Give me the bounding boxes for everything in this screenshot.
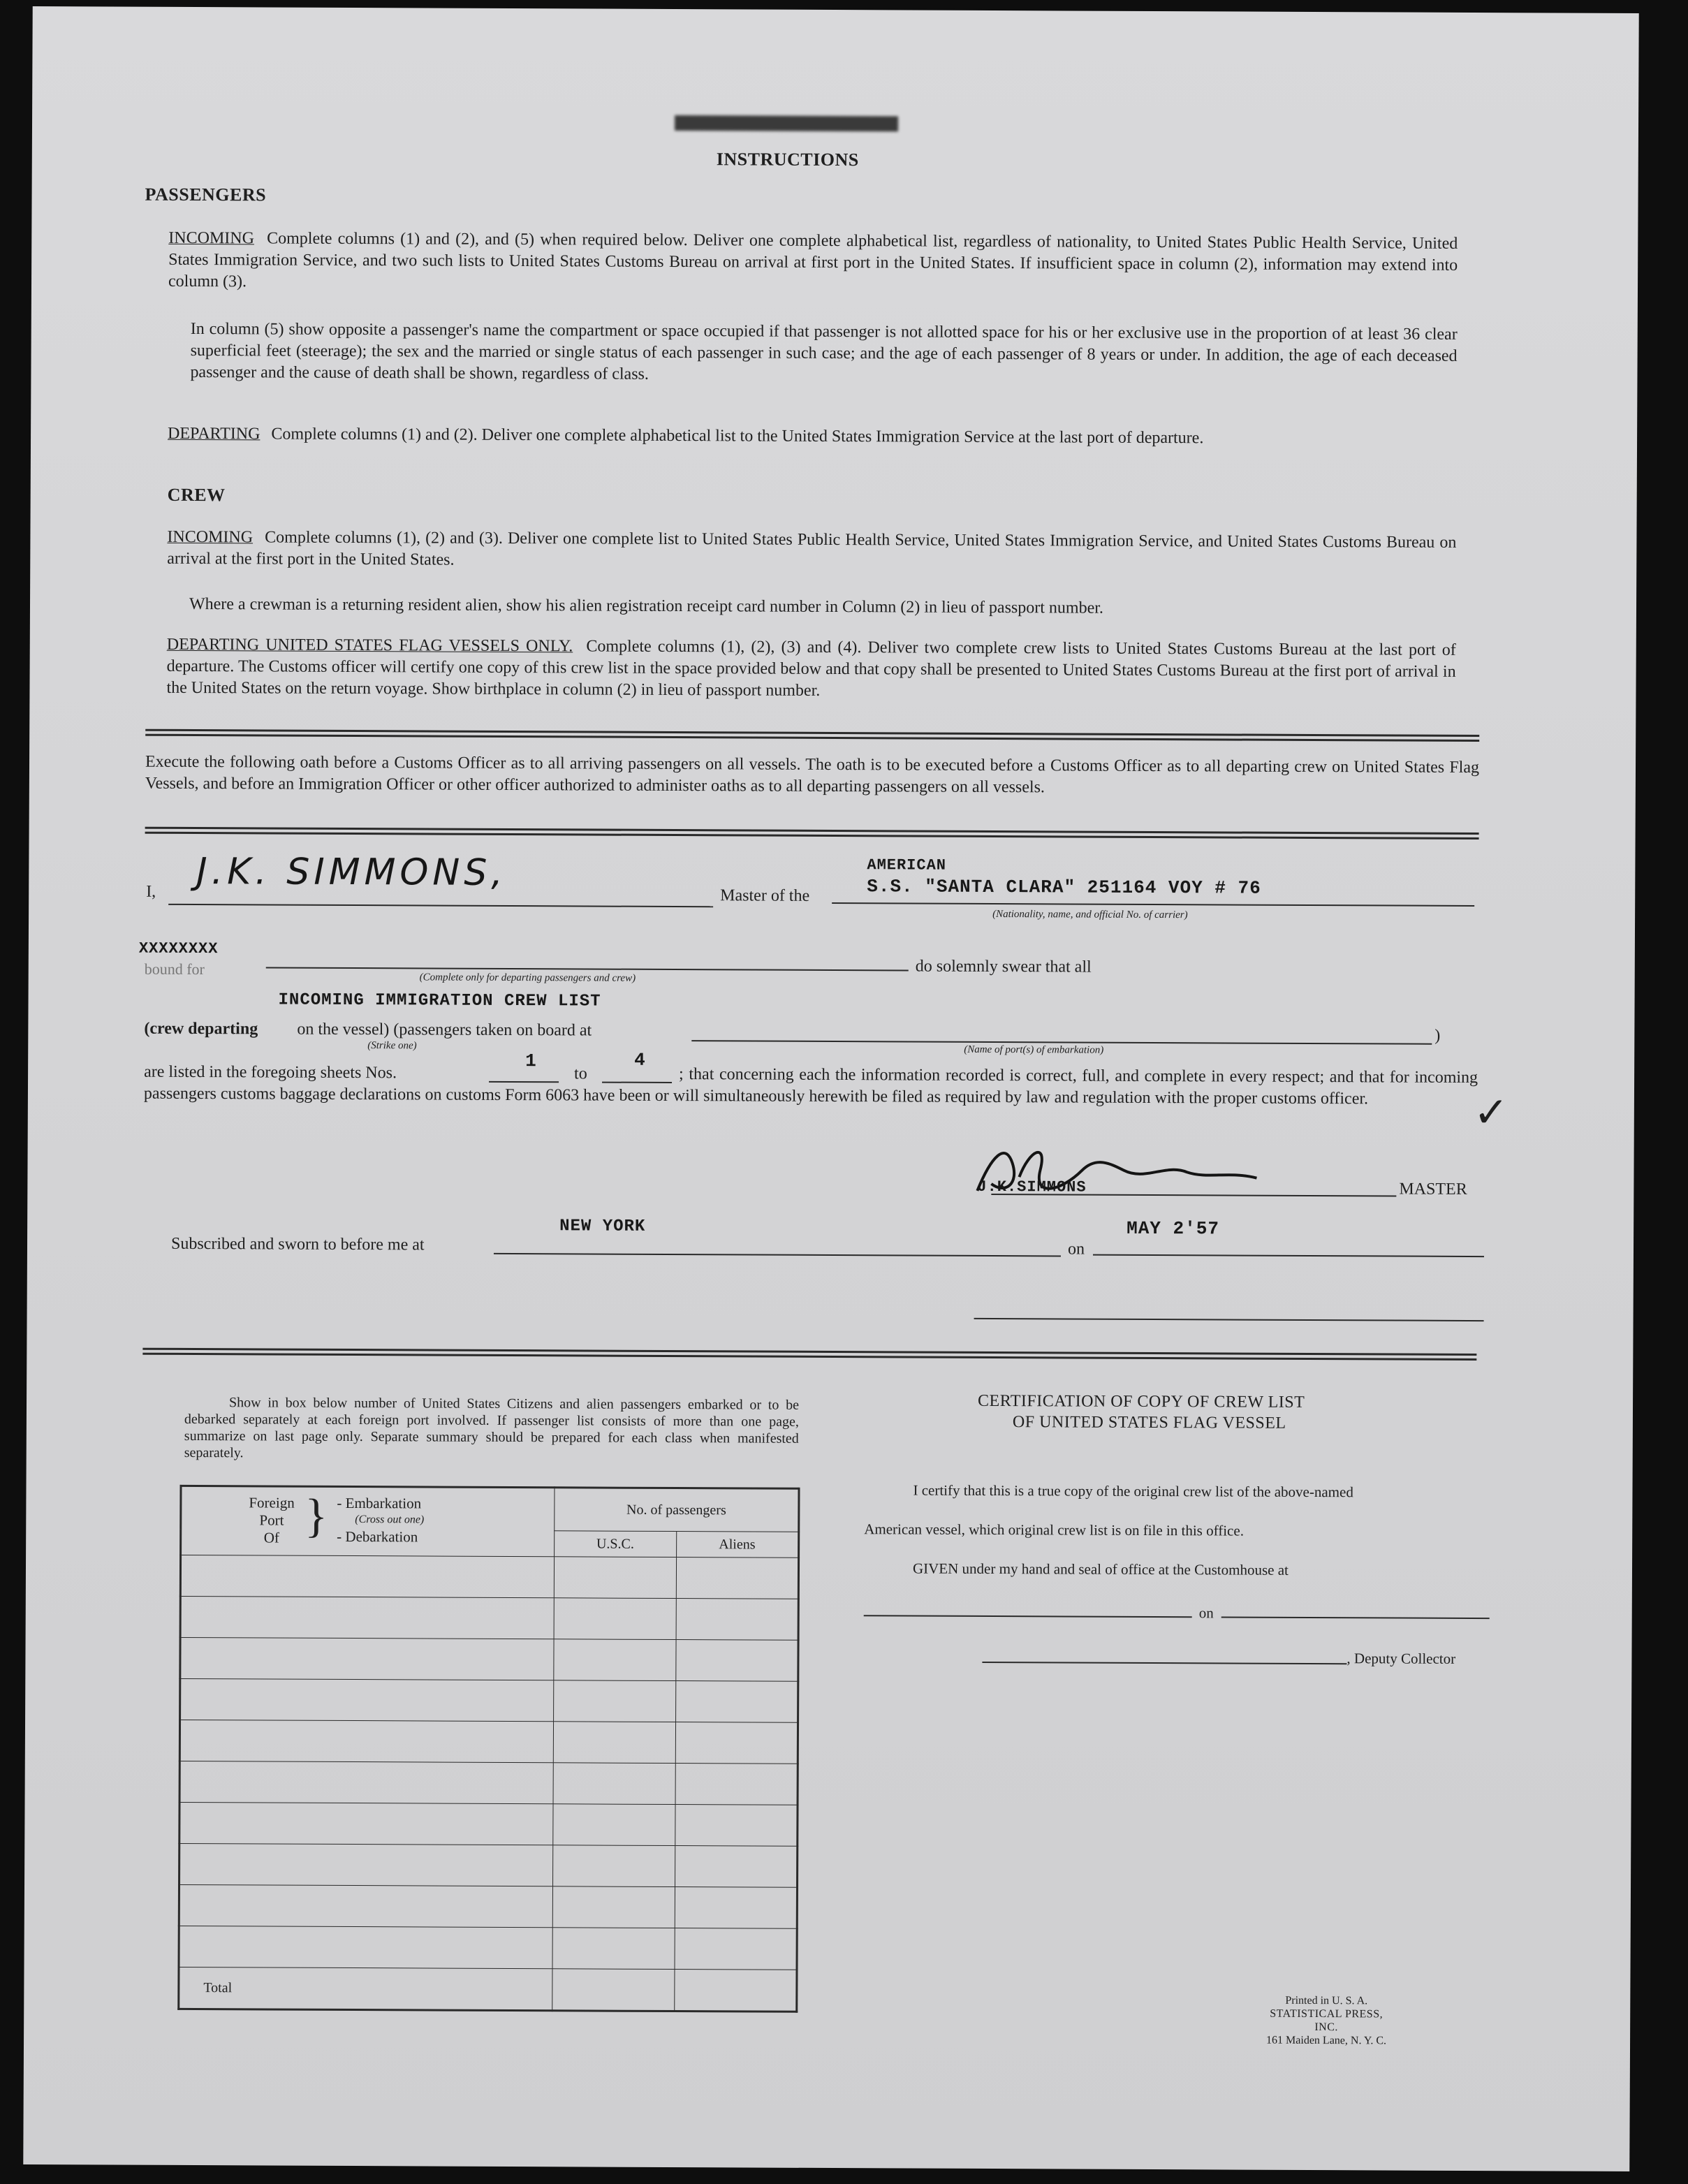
foreign-label: Foreign [249, 1494, 295, 1511]
aliens-cell[interactable] [675, 1764, 798, 1805]
port-cell[interactable] [179, 1843, 553, 1886]
deputy-collector-line [982, 1662, 1346, 1664]
passengers-departing-text: Complete columns (1) and (2). Deliver one complete alphabetical list to the United States Immigration Service at the last port of departure. [271, 425, 1204, 448]
checkmark: ✓ [1473, 1090, 1509, 1136]
divider-2 [145, 827, 1479, 840]
summary-row [179, 1720, 798, 1764]
printer-line-3: 161 Maiden Lane, N. Y. C. [1266, 2034, 1387, 2047]
sheet-to: 4 [634, 1049, 646, 1071]
total-aliens-cell[interactable] [674, 1970, 797, 2012]
listed-label: are listed in the foregoing sheets Nos. [144, 1062, 397, 1083]
summary-header-row [181, 1486, 799, 1532]
cross-out-caption: (Cross out one) [355, 1514, 425, 1526]
close-paren: ) [1434, 1026, 1441, 1045]
sworn-date-line [1093, 1254, 1484, 1257]
usc-cell[interactable] [552, 1886, 675, 1928]
signature-typed: J.K.SIMMONS [977, 1178, 1087, 1196]
passengers-departing-label: DEPARTING [168, 424, 260, 444]
master-name-handwritten: J.K. SIMMONS, [196, 851, 507, 894]
summary-row [179, 1926, 797, 1970]
summary-row [180, 1678, 798, 1722]
summary-row [179, 1884, 797, 1928]
aliens-cell[interactable] [675, 1846, 798, 1888]
certification-title-2: OF UNITED STATES FLAG VESSEL [1012, 1413, 1286, 1432]
oath-statement-text: ; that concerning each the information recorded is correct, full, and complete in every respect; and that for incoming passengers customs baggage declarations on customs Form 6063 have been or will simultaneously herewith be filed as required by law and regulation with the proper customs officer. [143, 1065, 1478, 1108]
embarkation-label: - Embarkation [337, 1494, 422, 1512]
passengers-incoming-text: Complete columns (1) and (2), and (5) when required below. Deliver one complete alphabetical list, regardless of nationality, to United States Public Health Service, United States Immigration Service, and two such lists to United States Customs Bureau on arrival at first port in the United States. If insufficient space in column (2), information may extend into column (3). [168, 229, 1458, 291]
strike-caption: (Strike one) [367, 1040, 417, 1052]
aliens-cell[interactable] [675, 1887, 798, 1929]
crew-incoming [167, 527, 1456, 576]
usc-cell[interactable] [552, 1928, 675, 1970]
usc-header: U.S.C. [555, 1531, 677, 1558]
typed-list-type: INCOMING IMMIGRATION CREW LIST [278, 990, 601, 1011]
sworn-date: MAY 2'57 [1126, 1217, 1220, 1240]
aliens-cell[interactable] [676, 1599, 799, 1641]
brace-icon: } [304, 1488, 328, 1542]
aliens-header: Aliens [676, 1532, 799, 1558]
summary-total-row [179, 1967, 797, 2011]
redacted-header [675, 115, 898, 131]
divider-1 [145, 729, 1479, 742]
document-page [23, 6, 1638, 2171]
printer-line-1: Printed in U. S. A. [1285, 1994, 1368, 2007]
crew-heading: CREW [167, 484, 226, 506]
crew-incoming-label: INCOMING [167, 527, 254, 547]
certification-given: GIVEN under my hand and seal of office at the Customhouse at [912, 1560, 1289, 1578]
ports-caption: (Name of port(s) of embarkation) [964, 1043, 1104, 1056]
usc-cell[interactable] [554, 1598, 676, 1640]
usc-cell[interactable] [553, 1804, 675, 1846]
certification-title-1: CERTIFICATION OF COPY OF CREW LIST [977, 1391, 1305, 1412]
passenger-summary-table [177, 1485, 800, 2013]
passengers-heading: PASSENGERS [145, 184, 267, 205]
port-label: Port [259, 1511, 284, 1529]
total-usc-cell[interactable] [552, 1969, 675, 2011]
port-cell[interactable] [180, 1637, 554, 1680]
usc-cell[interactable] [554, 1639, 676, 1681]
vessel-nationality: AMERICAN [867, 856, 947, 874]
sheet-from: 1 [525, 1050, 537, 1072]
usc-cell[interactable] [554, 1557, 676, 1599]
usc-cell[interactable] [553, 1722, 675, 1764]
port-cell[interactable] [180, 1596, 554, 1639]
printer-imprint [1260, 1994, 1393, 2048]
summary-row [179, 1761, 798, 1805]
usc-cell[interactable] [553, 1845, 675, 1887]
port-cell[interactable] [180, 1678, 554, 1721]
aliens-cell[interactable] [675, 1722, 798, 1764]
vessel-line [832, 902, 1474, 907]
summary-row [179, 1802, 798, 1846]
passengers-incoming [168, 228, 1458, 298]
usc-cell[interactable] [553, 1763, 675, 1805]
port-cell[interactable] [179, 1802, 553, 1845]
port-cell[interactable] [179, 1761, 553, 1803]
crew-departing-label: DEPARTING UNITED STATES FLAG VESSELS ONLY. [166, 635, 573, 656]
crew-resident-text: Where a crewman is a returning resident alien, show his alien registration receipt card number in Column (2) in lieu of passport number. [189, 594, 1104, 617]
certification-on-label: on [1198, 1604, 1214, 1622]
foreign-port-header [181, 1486, 555, 1556]
certification-date-line [1221, 1616, 1490, 1619]
total-label: Total [179, 1967, 552, 2010]
summary-instructions: Show in box below number of United States Citizens and alien passengers embarked or to be debarked separately at each foreign port involved. If passenger list consists of more than one page, summarize on last page only. Separate summary should be prepared for each class when manifested separately. [184, 1395, 800, 1461]
summary-row [180, 1555, 798, 1599]
passengers-column5-text: In column (5) show opposite a passenger's name the compartment or space occupied if that passenger is not allotted space for his or her exclusive use in the proportion of at least 36 clear superficial feet (steerage); the sex and the married or single status of each passenger in such case; and the age of each passenger of 8 years or under. In addition, the age of each deceased passenger and the cause of death shall be shown, regardless of class. [190, 319, 1458, 383]
master-name-line [168, 904, 713, 907]
oath-master-of-label: Master of the [720, 886, 810, 905]
passengers-departing [168, 423, 1457, 450]
to-label: to [574, 1064, 587, 1083]
officer-signature-line [974, 1318, 1484, 1321]
crew-incoming-text: Complete columns (1), (2) and (3). Deliver one complete list to United States Public Health Service, United States Immigration Service, and United States Customs Bureau on arrival at the first port in the United States. [167, 528, 1457, 569]
crew-departing-option: (crew departing [144, 1019, 258, 1039]
port-cell[interactable] [179, 1926, 552, 1968]
printer-line-2: STATISTICAL PRESS, INC. [1270, 2007, 1384, 2034]
summary-row [180, 1596, 798, 1640]
certification-text-2: American vessel, which original crew list is on file in this office. [864, 1520, 1245, 1539]
port-cell[interactable] [179, 1720, 553, 1762]
bound-for-struck: XXXXXXXX [138, 939, 219, 958]
bound-caption: (Complete only for departing passengers and crew) [419, 972, 636, 984]
deputy-collector-label: , Deputy Collector [1346, 1650, 1456, 1667]
bound-for-line [266, 967, 909, 971]
aliens-cell[interactable] [675, 1928, 798, 1970]
instructions-title: INSTRUCTIONS [716, 149, 859, 170]
sworn-on-label: on [1067, 1240, 1085, 1259]
port-cell[interactable] [179, 1884, 552, 1927]
aliens-cell[interactable] [675, 1640, 798, 1682]
customhouse-line [864, 1615, 1192, 1618]
num-passengers-header: No. of passengers [555, 1488, 799, 1532]
vessel-caption: (Nationality, name, and official No. of carrier) [992, 909, 1188, 921]
usc-cell[interactable] [554, 1680, 676, 1722]
subscribed-label: Subscribed and sworn to before me at [170, 1234, 425, 1254]
passengers-incoming-label: INCOMING [168, 228, 255, 248]
summary-row [180, 1637, 798, 1681]
bound-for-label: bound for [144, 960, 205, 979]
vessel-name: S.S. "SANTA CLARA" 251164 VOY # 76 [867, 876, 1261, 899]
certification-text-1: I certify that this is a true copy of the original crew list of the above-named [913, 1481, 1353, 1501]
debarkation-label: - Debarkation [337, 1527, 418, 1546]
oath-statement [144, 1062, 1478, 1111]
aliens-cell[interactable] [675, 1805, 798, 1847]
crew-departing-text: Complete columns (1), (2), (3) and (4). Deliver two complete crew lists to United States Customs Bureau at the last port of departure. The Customs officer will certify one copy of this crew list in the space provided below and that copy shall be presented to United States Customs Bureau at the first port of arrival in the United States on the return voyage. Show birthplace in column (2) in lieu of passport number. [166, 637, 1456, 700]
summary-row [179, 1843, 798, 1887]
sworn-place-line [494, 1253, 1061, 1257]
master-label: MASTER [1399, 1180, 1467, 1199]
swear-text: do solemnly swear that all [915, 957, 1092, 976]
of-label: Of [263, 1529, 279, 1546]
port-cell[interactable] [180, 1555, 554, 1597]
passengers-option: on the vessel) (passengers taken on board at [297, 1020, 592, 1040]
oath-intro: Execute the following oath before a Customs Officer as to all arriving passengers on all vessels. The oath is to be executed before a Customs Officer as to all departing crew on United States Flag Vessels, and before an Immigration Officer or other officer authorized to administer oaths as to all departing passengers on all vessels. [145, 752, 1480, 797]
crew-departing [166, 634, 1455, 705]
aliens-cell[interactable] [676, 1558, 799, 1599]
sworn-place: NEW YORK [559, 1217, 646, 1236]
aliens-cell[interactable] [675, 1681, 798, 1723]
divider-3 [142, 1348, 1476, 1361]
oath-i-label: I, [146, 882, 156, 901]
